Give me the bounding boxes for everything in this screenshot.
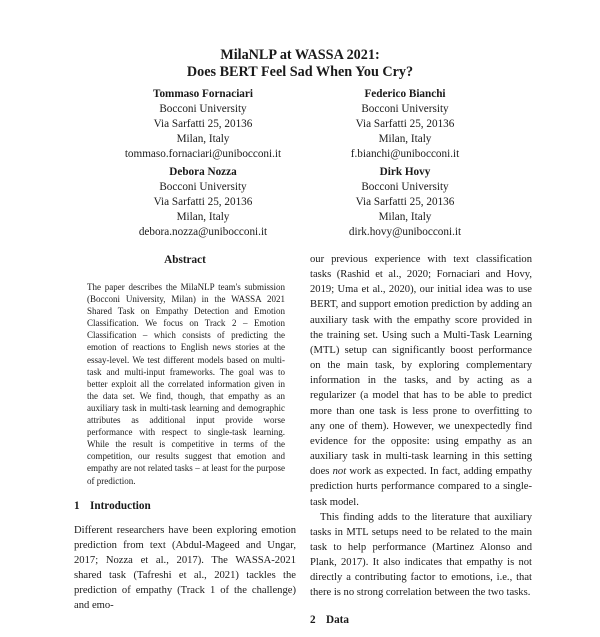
left-column <box>74 252 296 614</box>
author-city: Milan, Italy <box>378 133 432 145</box>
section-title: Data <box>326 613 349 626</box>
author-address: Via Sarfatti 25, 20136 <box>153 118 253 130</box>
author-block <box>88 87 318 162</box>
paper-title <box>0 47 600 81</box>
author-city: Milan, Italy <box>176 133 230 145</box>
author-address: Via Sarfatti 25, 20136 <box>355 118 455 130</box>
intro-paragraph: This finding adds to the literature that auxiliary tasks in MTL setups need to be related to the main task to help performance (Martinez Alonso and Plank, 2017). It also indicates that empathy is not directly a contributing factor to emotions, i.e., that there is no strong correlation between the two tasks. <box>310 511 532 599</box>
section-heading-introduction <box>74 499 296 513</box>
intro-paragraph-continued <box>310 252 532 510</box>
section-title: Introduction <box>90 499 151 512</box>
author-address: Via Sarfatti 25, 20136 <box>153 196 253 208</box>
author-name: Federico Bianchi <box>364 88 446 100</box>
author-name: Tommaso Fornaciari <box>153 88 253 100</box>
author-email: tommaso.fornaciari@unibocconi.it <box>124 148 282 160</box>
section-number: 2 <box>310 613 316 626</box>
author-city: Milan, Italy <box>176 211 230 223</box>
author-address: Via Sarfatti 25, 20136 <box>355 196 455 208</box>
author-name: Debora Nozza <box>169 166 237 178</box>
author-email: f.bianchi@unibocconi.it <box>350 148 460 160</box>
author-affiliation: Bocconi University <box>159 103 247 115</box>
section-heading-data <box>310 613 532 627</box>
section-number: 1 <box>74 499 80 512</box>
abstract-heading: Abstract <box>164 254 206 266</box>
author-city: Milan, Italy <box>378 211 432 223</box>
author-block <box>290 165 520 240</box>
author-affiliation: Bocconi University <box>361 181 449 193</box>
author-block <box>88 165 318 240</box>
author-name: Dirk Hovy <box>379 166 431 178</box>
paragraph-text: work as expected. In fact, adding empathy prediction hurts performance compared to a single-task model. <box>310 466 532 508</box>
abstract-text: The paper describes the MilaNLP team's submission (Bocconi University, Milan) in the WASSA 2021 Shared Task on Empathy Detection and Emotion Classification. We focus on Track 2 – Emotion Classification – which consists of predicting the emotion of reactions to English news stories at the essay-level. We test different models based on multi-task and multi-input frameworks. The goal was to better exploit all the correlated information given in the data set. We find, though, that empathy as an auxiliary task in multi-task learning and demographic attributes as additional input provide worse performance with respect to single-task learning. While the result is competitive in terms of the competition, our results suggest that emotion and empathy are not related tasks – at least for the purpose of prediction. <box>87 282 285 486</box>
author-affiliation: Bocconi University <box>159 181 247 193</box>
paragraph-text: our previous experience with text classification tasks (Rashid et al., 2020; Fornaciari and Hovy, 2019; Uma et al., 2020), our initial idea was to use BERT, and support emotion prediction by adding an auxiliary task with the empathy score provided in the training set. Using such a Multi-Task Learning (MTL) setup can significantly boost performance on the main task, by exploring complementary information in the tasks, and by acting as a regularizer (a model that has to be able to predict more than one task is less prone to overfitting to any one of them). However, we unexpectedly find evidence for the opposite: using empathy as an auxiliary task in multi-task learning in this setting does <box>310 254 532 478</box>
right-column <box>310 252 532 637</box>
author-affiliation: Bocconi University <box>361 103 449 115</box>
author-block <box>290 87 520 162</box>
intro-paragraph: Different researchers have been exploring emotion prediction from text (Abdul-Mageed and Ungar, 2017; Nozza et al., 2017). The WASSA-2021 shared task (Tafreshi et al., 2021) tackles the prediction of empathy (Track 1 of the challenge) and emo- <box>74 524 296 612</box>
title-line-1: MilaNLP at WASSA 2021: <box>220 47 380 63</box>
emphasis-text: not <box>332 466 347 478</box>
title-line-2: Does BERT Feel Sad When You Cry? <box>186 64 414 80</box>
author-email: dirk.hovy@unibocconi.it <box>348 226 462 238</box>
author-email: debora.nozza@unibocconi.it <box>138 226 268 238</box>
